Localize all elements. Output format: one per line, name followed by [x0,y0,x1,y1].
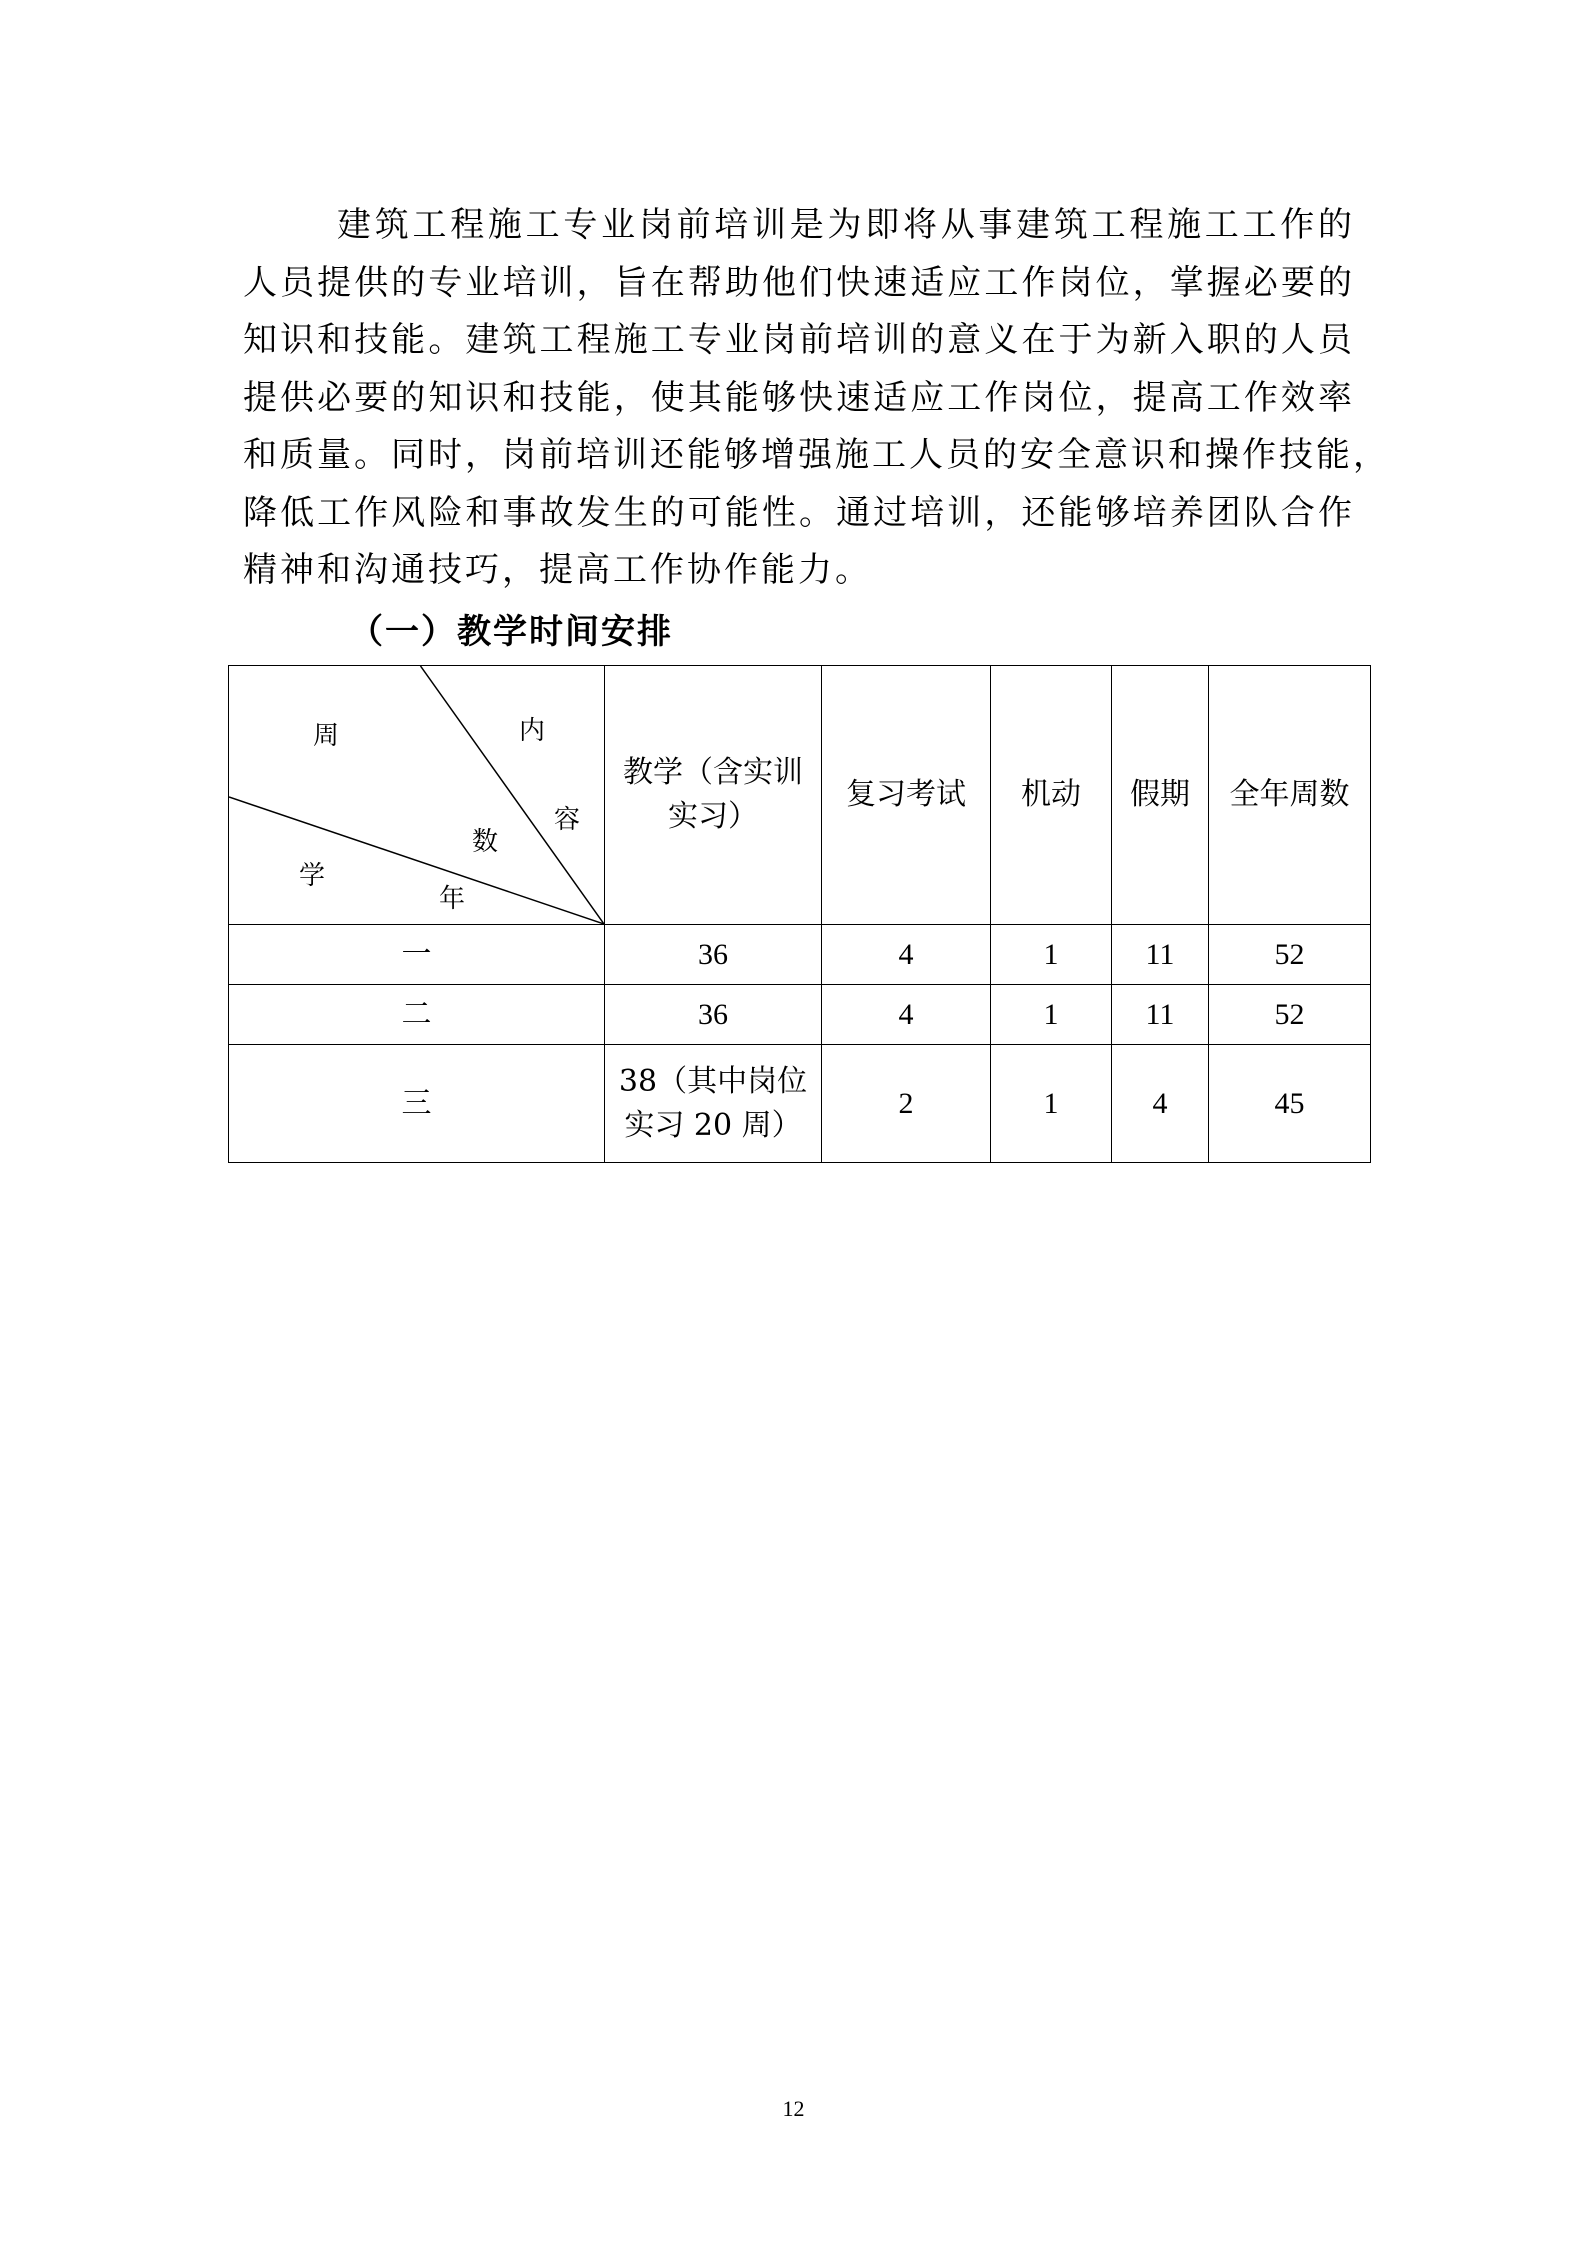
cell-year: 二 [229,985,605,1045]
section-heading: （一）教学时间安排 [349,612,673,652]
diag-label-shu: 数 [472,827,499,857]
paragraph-line: 建筑工程施工专业岗前培训是为即将从事建筑工程施工工作的 [337,205,1355,245]
cell-flexible: 1 [991,1045,1112,1163]
paragraph-line: 和质量。同时，岗前培训还能够增强施工人员的安全意识和操作技能， [243,435,1390,475]
table-row [229,985,1371,1045]
diagonal-header-cell [229,666,605,925]
header-teaching-line2: 实习） [668,799,758,834]
cell-teaching-line1: 38（其中岗位 [618,1063,808,1099]
header-teaching-line1: 教学（含实训 [623,755,803,790]
cell-teaching: 36 [605,985,822,1045]
cell-total: 45 [1209,1045,1371,1163]
diag-label-zhou: 周 [313,721,340,751]
body-paragraph [243,197,1390,600]
header-total-weeks: 全年周数 [1209,666,1371,925]
cell-teaching: 36 [605,925,822,985]
header-holiday: 假期 [1112,666,1209,925]
cell-year: 三 [229,1045,605,1163]
paragraph-line: 降低工作风险和事故发生的可能性。通过培训，还能够培养团队合作 [243,492,1355,533]
paragraph-line: 人员提供的专业培训，旨在帮助他们快速适应工作岗位，掌握必要的 [243,262,1355,303]
cell-year: 一 [229,925,605,985]
diag-label-nian: 年 [439,884,466,914]
paragraph-line: 提供必要的知识和技能，使其能够快速适应工作岗位，提高工作效率 [243,377,1355,418]
cell-teaching-line2: 实习 20 周） [624,1107,802,1143]
diagonal-lines [229,666,604,924]
header-flexible: 机动 [991,666,1112,925]
table-header-row [229,666,1371,925]
teaching-schedule-table [228,665,1371,1163]
paragraph-line: 知识和技能。建筑工程施工专业岗前培训的意义在于为新入职的人员 [243,320,1355,360]
cell-holiday: 11 [1112,925,1209,985]
cell-total: 52 [1209,985,1371,1045]
diag-label-rong: 容 [554,805,581,835]
cell-flexible: 1 [991,925,1112,985]
header-teaching [605,666,822,925]
cell-holiday: 4 [1112,1045,1209,1163]
table-row [229,1045,1371,1163]
table-row [229,925,1371,985]
cell-review: 4 [822,925,991,985]
cell-review: 2 [822,1045,991,1163]
cell-total: 52 [1209,925,1371,985]
cell-holiday: 11 [1112,985,1209,1045]
paragraph-line: 精神和沟通技巧，提高工作协作能力。 [243,550,872,590]
cell-teaching [605,1045,822,1163]
header-review-exam: 复习考试 [822,666,991,925]
diag-label-nei: 内 [519,716,546,746]
page-number: 12 [782,2096,805,2121]
cell-flexible: 1 [991,985,1112,1045]
cell-review: 4 [822,985,991,1045]
diag-label-xue: 学 [299,861,326,891]
